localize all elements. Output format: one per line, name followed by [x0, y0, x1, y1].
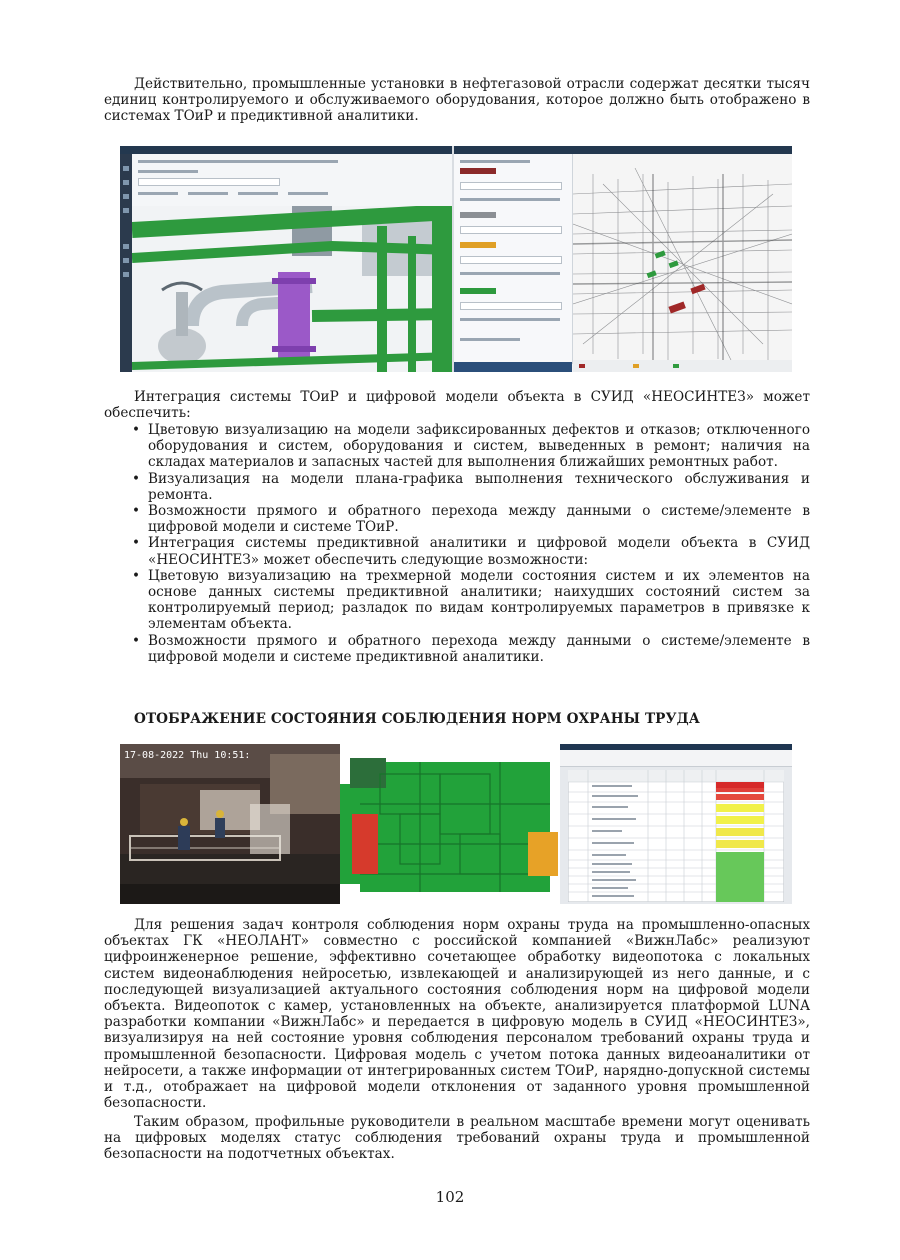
- filter-panel: [132, 154, 452, 207]
- list-item: • Цветовую визуализацию на трехмерной модели состояния систем и их элементов на основе данных системы предиктивной аналитики; наихудших состояний систем за контролируемый период; разладок по видам контролируемых параметров в привязке к элементам объекта.: [132, 567, 810, 633]
- left-screenshot: [120, 146, 452, 372]
- section-heading: ОТОБРАЖЕНИЕ СОСТОЯНИЯ СОБЛЮДЕНИЯ НОРМ ОХРАНЫ ТРУДА: [134, 711, 700, 727]
- labor-safety-paragraph-2: Таким образом, профильные руководители в реальном масштабе времени могут оценивать на цифровых моделях статус соблюдения требований охраны труда и промышленной безопасности на подотчетных объектах.: [104, 1114, 810, 1163]
- camera-timestamp: 17-08-2022 Thu 10:51:: [124, 750, 251, 761]
- app-titlebar-2: [454, 146, 792, 154]
- wireframe-model-3d: [573, 154, 792, 372]
- legend-settings-panel: [454, 154, 573, 364]
- list-item: • Цветовую визуализацию на модели зафиксированных дефектов и отказов; отключенного оборудования и систем, оборудования и систем, выведенных в ремонт; наличия на складах материалов и запасных частей для выполнения ближайших ремонтных работ.: [132, 422, 810, 471]
- camera-frame: [120, 744, 340, 904]
- app-titlebar: [120, 146, 452, 154]
- tool-sidebar: [120, 154, 132, 372]
- page-number: 102: [435, 1188, 465, 1206]
- integration-paragraph: Интеграция системы ТОиР и цифровой модели объекта в СУИД «НЕОСИНТЕЗ» может обеспечить:: [104, 389, 810, 422]
- intro-paragraph: Действительно, промышленные установки в нефтегазовой отрасли содержат десятки тысяч единиц контролируемого и обслуживаемого оборудования, которое должно быть отображено в системах ТОиР и предиктивной аналитики.: [104, 76, 810, 125]
- list-item: • Интеграция системы предиктивной аналитики и цифровой модели объекта в СУИД «НЕОСИНТЕЗ» может обеспечить следующие возможности:: [132, 535, 810, 568]
- figure-toir-screenshots: [120, 146, 792, 372]
- list-item: • Возможности прямого и обратного перехода между данными о системе/элементе в цифровой модели и системе ТОиР.: [132, 503, 810, 536]
- pipe-model-3d: [132, 206, 452, 372]
- safety-zones-model: [340, 744, 558, 904]
- figure-labor-safety: [120, 744, 792, 904]
- apply-button[interactable]: [454, 362, 572, 372]
- list-item: • Визуализация на модели плана-графика выполнения технического обслуживания и ремонта.: [132, 470, 810, 503]
- status-table: [568, 770, 784, 902]
- list-item: • Возможности прямого и обратного перехода между данными о системе/элементе в цифровой модели и системе предиктивной аналитики.: [132, 632, 810, 665]
- labor-safety-paragraph-1: Для решения задач контроля соблюдения норм охраны труда на промышленно-опасных объектах ГК «НЕОЛАНТ» совместно с российской компанией «ВижнЛабс» реализуют цифроинженерное решение, эффективно сочетающее обработку видеопотока с локальных систем видеонаблюдения нейросетью, извлекающей и анализирующей из него данные, и с последующей визуализацией актуального состояния соблюдения норм на цифровой модели объекта. Видеопоток с камер, установленных на объекте, анализируется платформой LUNA разработки компании «ВижнЛабс» и передается в цифровую модель в СУИД «НЕОСИНТЕЗ», визуализируя на ней состояние уровня соблюдения персоналом требований охраны труда и промышленной безопасности. Цифровая модель с учетом потока данных видеоаналитики от нейросети, а также информации от интегрированных систем ТОиР, нарядно-допускной системы и т.д., отображает на цифровой модели отклонения от заданного уровня промышленной безопасности.: [104, 917, 810, 1112]
- right-screenshot: [454, 146, 792, 372]
- capabilities-list: [104, 422, 810, 665]
- status-table-screenshot: [560, 744, 792, 904]
